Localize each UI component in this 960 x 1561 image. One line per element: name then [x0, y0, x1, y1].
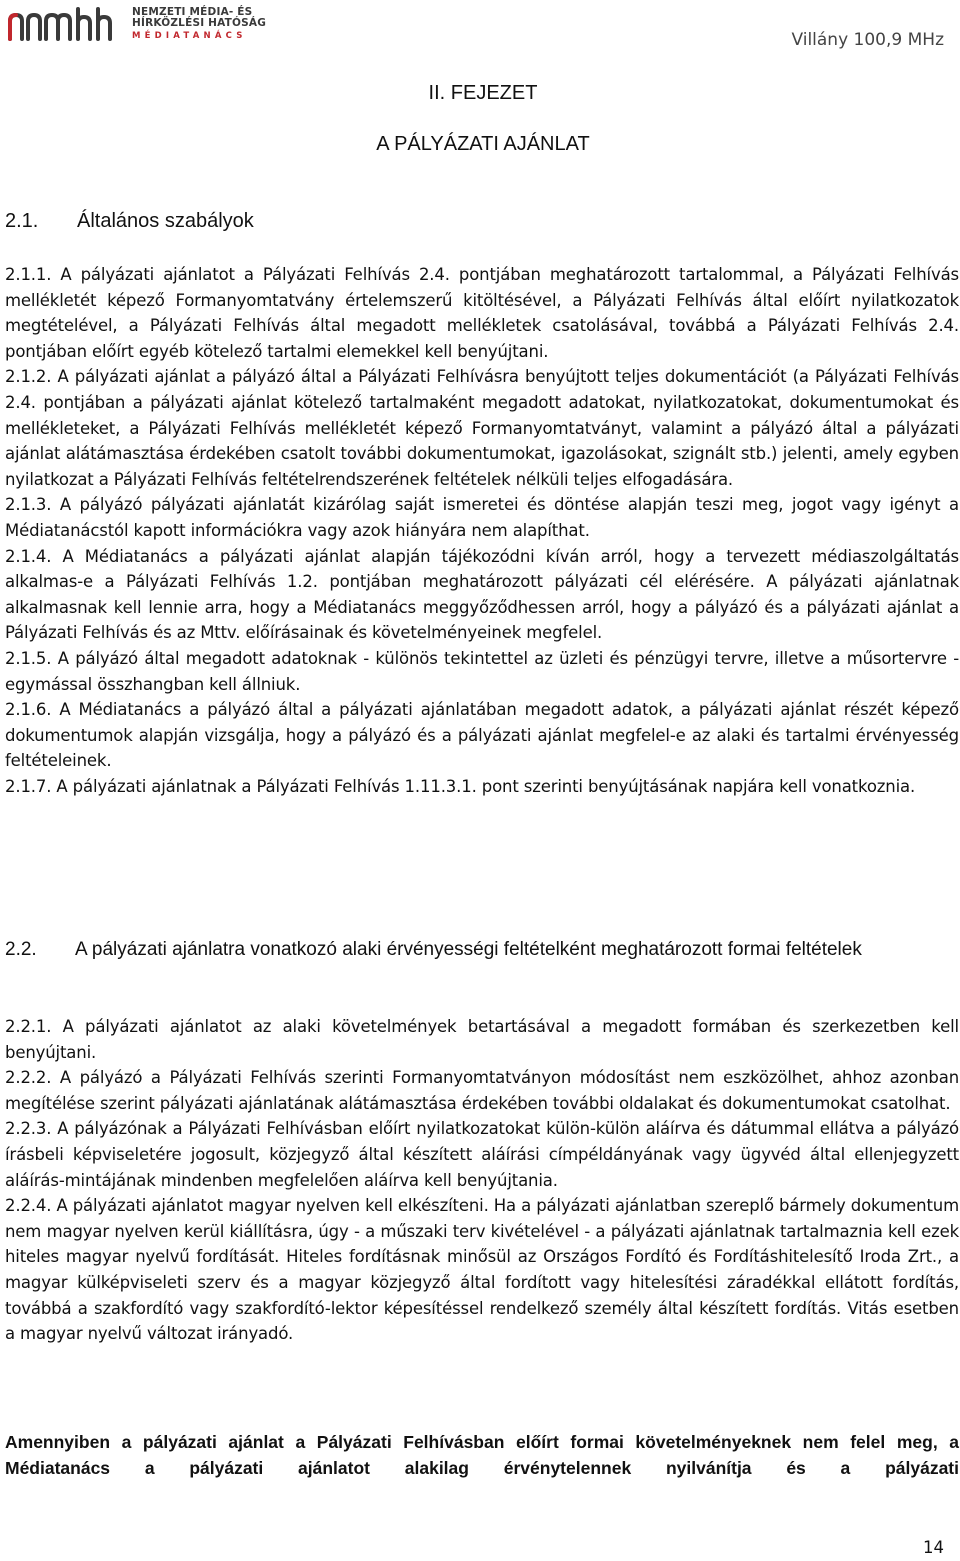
paragraph-2-1-3: 2.1.3. A pályázó pályázati ajánlatát kizárólag saját ismeretei és döntése alapján teszi meg, jogot vagy igényt a Médiatanácstól kapott információkra vagy azok hiányára nem alapíthat.	[5, 495, 959, 540]
nmhh-logo-text	[132, 7, 266, 41]
logo-line-3: MÉDIATANÁCS	[132, 31, 247, 42]
paragraph-2-2-3: 2.2.3. A pályázónak a Pályázati Felhívásban előírt nyilatkozatokat külön-külön aláírva és dátummal ellátva a pályázó írásbeli képviseletére jogosult, közjegyző által készített aláírási címpéldányának vagy ügyvéd által ellenjegyzett aláírás-mintájának mindenben megfelelően aláírva kell benyújtania.	[5, 1119, 959, 1190]
paragraph-2-1-5: 2.1.5. A pályázó által megadott adatoknak - különös tekintettel az üzleti és pénzügyi tervre, illetve a műsortervre - egymással összhangban kell állniuk.	[5, 648, 959, 694]
nmhh-logo	[6, 4, 266, 44]
section-2-2-body	[5, 1014, 959, 1347]
paragraph-2-1-4: 2.1.4. A Médiatanács a pályázati ajánlat alapján tájékozódni kíván arról, hogy a tervezett médiaszolgáltatás alkalmas-e a Pályázati Felhívás 1.2. pontjában meghatározott pályázati cél elérésére. A pályázati ajánlatnak alkalmasnak kell lennie arra, hogy a Médiatanács meggyőződhessen arról, hogy a pályázó és a pályázati ajánlat a Pályázati Felhívás és az Mttv. előírásainak és követelményeinek megfelel.	[5, 546, 959, 643]
paragraph-2-2-1: 2.2.1. A pályázati ajánlatot az alaki követelmények betartásával a megadott formában és szerkezetben kell benyújtani.	[5, 1017, 959, 1062]
heading-2-1	[5, 210, 254, 233]
section-2-1-body	[5, 262, 959, 799]
paragraph-2-2-2: 2.2.2. A pályázó a Pályázati Felhívás szerinti Formanyomtatványon módosítást nem eszközölhet, ahhoz azonban megítélése szerint pályázati ajánlatának alátámasztása érdekében további oldalakat és dokumentumokat csatolhat.	[5, 1068, 959, 1113]
paragraph-2-1-2: 2.1.2. A pályázati ajánlat a pályázó által a Pályázati Felhívásra benyújtott teljes dokumentációt (a Pályázati Felhívás 2.4. pontjában a pályázati ajánlat kötelező tartalmaként megadott adatokat, nyilatkozatokat, dokumentumokat és mellékleteket, a Pályázati Felhívás mellékletét képező Formanyomtatványt, valamint a pályázó által a pályázati ajánlat alátámasztása érdekében csatolt további dokumentumokat, igazolásokat, szignált stb.) jelenti, amely egyben nyilatkozat a Pályázati Felhívás feltételrendszerének feltételek nélküli teljes elfogadására.	[5, 367, 959, 489]
paragraph-2-1-1: 2.1.1. A pályázati ajánlatot a Pályázati Felhívás 2.4. pontjában meghatározott tartalommal, a Pályázati Felhívás mellékletét képező Formanyomtatvány értelemszerű kitöltésével, a Pályázati Felhívás által előírt nyilatkozatok megtételével, a Pályázati Felhívás által megadott mellékletek csatolásával, továbbá a Pályázati Felhívás 2.4. pontjában előírt egyéb kötelező tartalmi elemekkel kell benyújtani.	[5, 265, 959, 361]
section-title: A PÁLYÁZATI AJÁNLAT	[376, 133, 590, 155]
heading-2-2-number: 2.2.	[5, 939, 37, 960]
final-bold-paragraph: Amennyiben a pályázati ajánlat a Pályázati Felhívásban előírt formai követelményeknek nem felel meg, a Médiatanács a pályázati ajánlatot alakilag érvénytelennek nyilvánítja és a pályázati	[5, 1432, 959, 1478]
page-number: 14	[923, 1538, 944, 1557]
paragraph-2-2-4: 2.2.4. A pályázati ajánlatot magyar nyelven kell elkészíteni. Ha a pályázati ajánlatban szereplő bármely dokumentum nem magyar nyelven kerül kiállításra, úgy - a műszaki terv kivételével - a pályázati ajánlatnak tartalmaznia kell ezek hiteles magyar nyelvű fordítását. Hiteles fordításnak minősül az Országos Fordító és Fordításhitelesítő Iroda Zrt., a magyar külképviseleti szerv és a magyar közjegyző által fordított vagy hitelesítési záradékkal ellátott fordítás, továbbá a szakfordító vagy szakfordító-lektor képesítéssel rendelkező személy által készített fordítás. Vitás esetben a magyar nyelvű változat irányadó.	[5, 1196, 959, 1344]
heading-2-1-number: 2.1.	[5, 210, 39, 232]
paragraph-2-1-6: 2.1.6. A Médiatanács a pályázó által a pályázati ajánlatában megadott adatok, a pályázati ajánlat részét képező dokumentumok alapján vizsgálja, hogy a pályázó és a pályázati ajánlat megfelel-e az alaki és tartalmi érvényesség feltételeinek.	[5, 700, 959, 771]
heading-2-1-title: Általános szabályok	[77, 210, 254, 232]
nmhh-logo-mark-icon	[6, 5, 126, 43]
station-name: Villány 100,9 MHz	[791, 30, 944, 50]
chapter-heading: II. FEJEZET	[428, 82, 538, 104]
heading-2-2-title: A pályázati ajánlatra vonatkozó alaki érvényességi feltételként meghatározott formai feltételek	[75, 939, 862, 960]
heading-2-2	[5, 937, 959, 963]
logo-line-1: NEMZETI MÉDIA- ÉS	[132, 6, 253, 19]
logo-line-2: HÍRKÖZLÉSI HATÓSÁG	[132, 17, 267, 30]
paragraph-2-1-7: 2.1.7. A pályázati ajánlatnak a Pályázati Felhívás 1.11.3.1. pont szerinti benyújtásának napjára kell vonatkoznia.	[5, 776, 916, 796]
